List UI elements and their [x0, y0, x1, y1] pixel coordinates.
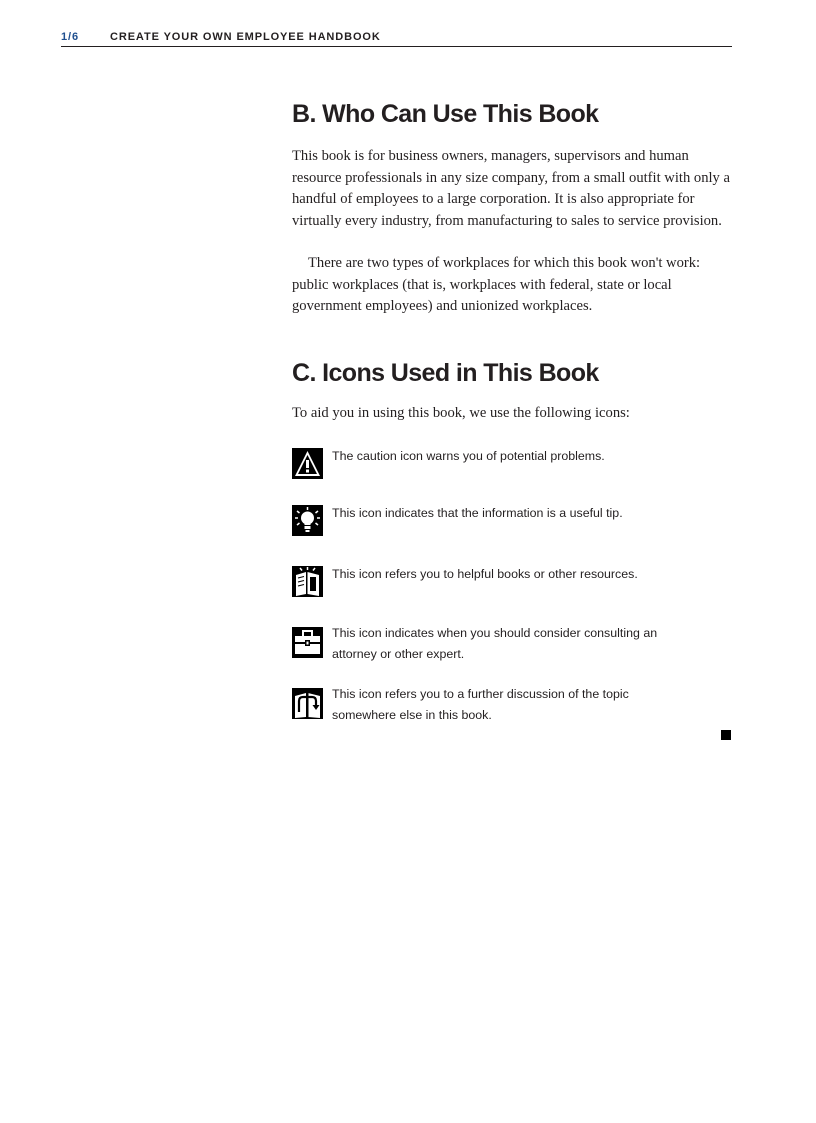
- section-b-paragraph-2: There are two types of workplaces for which this book won't work: public workplaces (that is, workplaces with federal, state or local government employees) and unionized workplaces.: [292, 255, 701, 315]
- icon-legend-caution-text: The caution icon warns you of potential problems.: [332, 449, 605, 463]
- icon-legend-cross-reference-text: This icon refers you to a further discussion of the topic somewhere else in this book.: [332, 687, 629, 722]
- section-c-intro: To aid you in using this book, we use the following icons:: [292, 405, 630, 421]
- running-head-title: CREATE YOUR OWN EMPLOYEE HANDBOOK: [110, 31, 381, 43]
- icon-legend-resources-text: This icon refers you to helpful books or other resources.: [332, 567, 638, 581]
- page-number: 1/6: [61, 31, 79, 43]
- cross-reference-icon: [292, 688, 323, 719]
- briefcase-attorney-icon: [292, 627, 323, 658]
- end-of-section-marker: [721, 730, 731, 740]
- section-c-heading: C. Icons Used in This Book: [292, 359, 599, 387]
- caution-icon: [292, 448, 323, 479]
- icon-legend-attorney-text: This icon indicates when you should consider consulting an attorney or other expert.: [332, 626, 658, 661]
- section-b-paragraph-1: This book is for business owners, managers, supervisors and human resource professionals in any size company, from a small outfit with only a handful of employees to a large corporation. It is also appropriate for virtually every industry, from manufacturing to sales to service provision.: [292, 148, 730, 229]
- running-head: [61, 31, 732, 47]
- icon-legend-tip-text: This icon indicates that the information is a useful tip.: [332, 506, 623, 520]
- books-resources-icon: [292, 566, 323, 597]
- lightbulb-tip-icon: [292, 505, 323, 536]
- section-b-heading: B. Who Can Use This Book: [292, 100, 599, 128]
